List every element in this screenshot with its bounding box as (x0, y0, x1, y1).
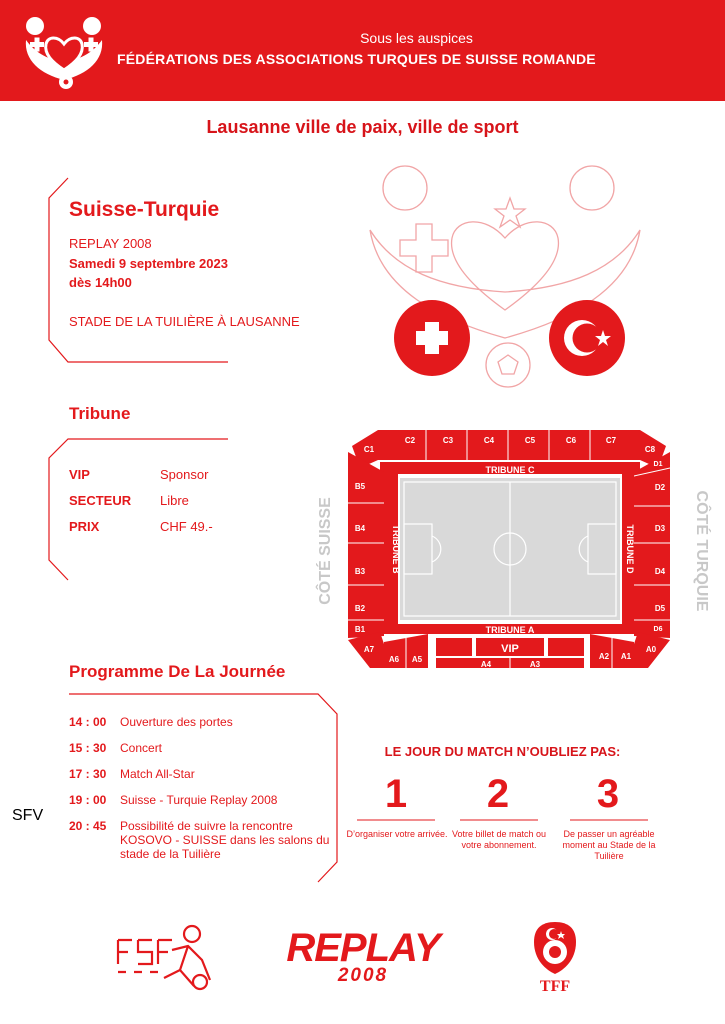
programme-time: 15 : 30 (69, 741, 107, 755)
header-banner (0, 0, 725, 101)
emblem-outline-icon (360, 160, 650, 400)
sector-label-b3: B3 (354, 567, 366, 576)
sector-label-a5: A5 (411, 655, 423, 664)
tribune-key-secteur: SECTEUR (69, 493, 132, 508)
header-under-label: Sous les auspices (360, 30, 473, 46)
match-date: Samedi 9 septembre 2023 (69, 256, 228, 271)
stand-label-d: TRIBUNE D (625, 524, 635, 574)
sfv-logo-text: SFV (12, 807, 44, 824)
stand-b-shape (348, 452, 384, 638)
header-federation-text: FÉDÉRATIONS DES ASSOCIATIONS TURQUES DE SUISSE ROMANDE (117, 51, 596, 67)
reminder-title: LE JOUR DU MATCH N’OUBLIEZ PAS: (384, 744, 621, 759)
stand-label-b: TRIBUNE B (391, 524, 401, 574)
sector-label-c3: C3 (442, 436, 454, 445)
stand-label-c: TRIBUNE C (485, 465, 535, 475)
reminder-text: D’organiser votre arrivée. (346, 829, 448, 839)
reminder-dividers (355, 818, 665, 822)
vip-label: VIP (501, 643, 519, 655)
sector-label-d5: D5 (654, 604, 666, 613)
reminder-text: De passer un agréable moment au Stade de la Tuilière (562, 829, 656, 861)
sector-label-c1: C1 (363, 445, 375, 454)
reminder-text: Votre billet de match ou votre abonnement. (451, 829, 547, 850)
federation-logo-icon (22, 14, 106, 90)
sector-label-b4: B4 (354, 524, 366, 533)
tribune-value-prix: CHF 49.- (160, 519, 213, 534)
reminder-number: 2 (486, 772, 510, 816)
stand-c-shape (378, 430, 640, 460)
reminder-number: 3 (596, 772, 620, 816)
programme-time: 17 : 30 (69, 767, 107, 781)
side-label-turquie: CÔTÉ TURQUIE (693, 490, 710, 612)
tagline: Lausanne ville de paix, ville de sport (206, 117, 519, 137)
match-replay: REPLAY 2008 (69, 236, 152, 251)
tribune-value-secteur: Libre (160, 493, 189, 508)
stadium-map (340, 428, 680, 674)
sector-label-d1: D1 (653, 461, 663, 468)
programme-desc: Concert (120, 741, 163, 755)
tribune-title: Tribune (69, 404, 131, 423)
programme-desc: Suisse - Turquie Replay 2008 (120, 793, 278, 807)
programme-title: Programme De La Journée (69, 662, 286, 681)
sector-label-a3: A3 (529, 660, 541, 669)
side-label-suisse: CÔTÉ SUISSE (317, 497, 334, 605)
sector-label-a1: A1 (620, 652, 632, 661)
sector-label-c8: C8 (644, 445, 656, 454)
reminder-number: 1 (384, 772, 408, 816)
sector-label-d3: D3 (654, 524, 666, 533)
tff-crest-icon (530, 920, 580, 976)
replay-logo-text: REPLAY (286, 926, 440, 970)
sector-label-c4: C4 (483, 436, 495, 445)
sector-label-c5: C5 (524, 436, 536, 445)
replay-logo-year: 2008 (337, 965, 389, 986)
header-under-text (0, 30, 725, 46)
programme-time: 20 : 45 (69, 819, 107, 833)
tribune-key-vip: VIP (69, 467, 90, 482)
sector-label-a6: A6 (388, 655, 400, 664)
sector-label-d4: D4 (654, 567, 666, 576)
sector-label-c7: C7 (605, 436, 617, 445)
match-title: Suisse-Turquie (69, 198, 220, 221)
sector-label-c6: C6 (565, 436, 577, 445)
sector-label-c2: C2 (404, 436, 416, 445)
sector-label-b2: B2 (354, 604, 366, 613)
sector-label-a2: A2 (598, 652, 610, 661)
programme-desc: Match All-Star (120, 767, 195, 781)
programme-time: 19 : 00 (69, 793, 107, 807)
sector-label-a7: A7 (363, 645, 375, 654)
stand-label-a: TRIBUNE A (485, 625, 535, 635)
sector-label-d2: D2 (654, 483, 666, 492)
tribune-key-prix: PRIX (69, 519, 100, 534)
sector-label-b1: B1 (354, 625, 366, 634)
sector-label-a0: A0 (645, 645, 657, 654)
tribune-value-vip: Sponsor (160, 467, 209, 482)
programme-time: 14 : 00 (69, 715, 107, 729)
programme-desc: Possibilité de suivre la rencontre KOSOVO - SUISSE dans les salons du stade de la Tuilière (120, 819, 330, 861)
match-venue: STADE DE LA TUILIÈRE À LAUSANNE (69, 314, 300, 329)
programme-desc: Ouverture des portes (120, 715, 233, 729)
sector-label-b5: B5 (354, 482, 366, 491)
tff-label: TFF (539, 978, 571, 995)
sector-label-a4: A4 (480, 660, 492, 669)
sector-label-d6: D6 (653, 626, 663, 633)
match-time: dès 14h00 (69, 275, 132, 290)
